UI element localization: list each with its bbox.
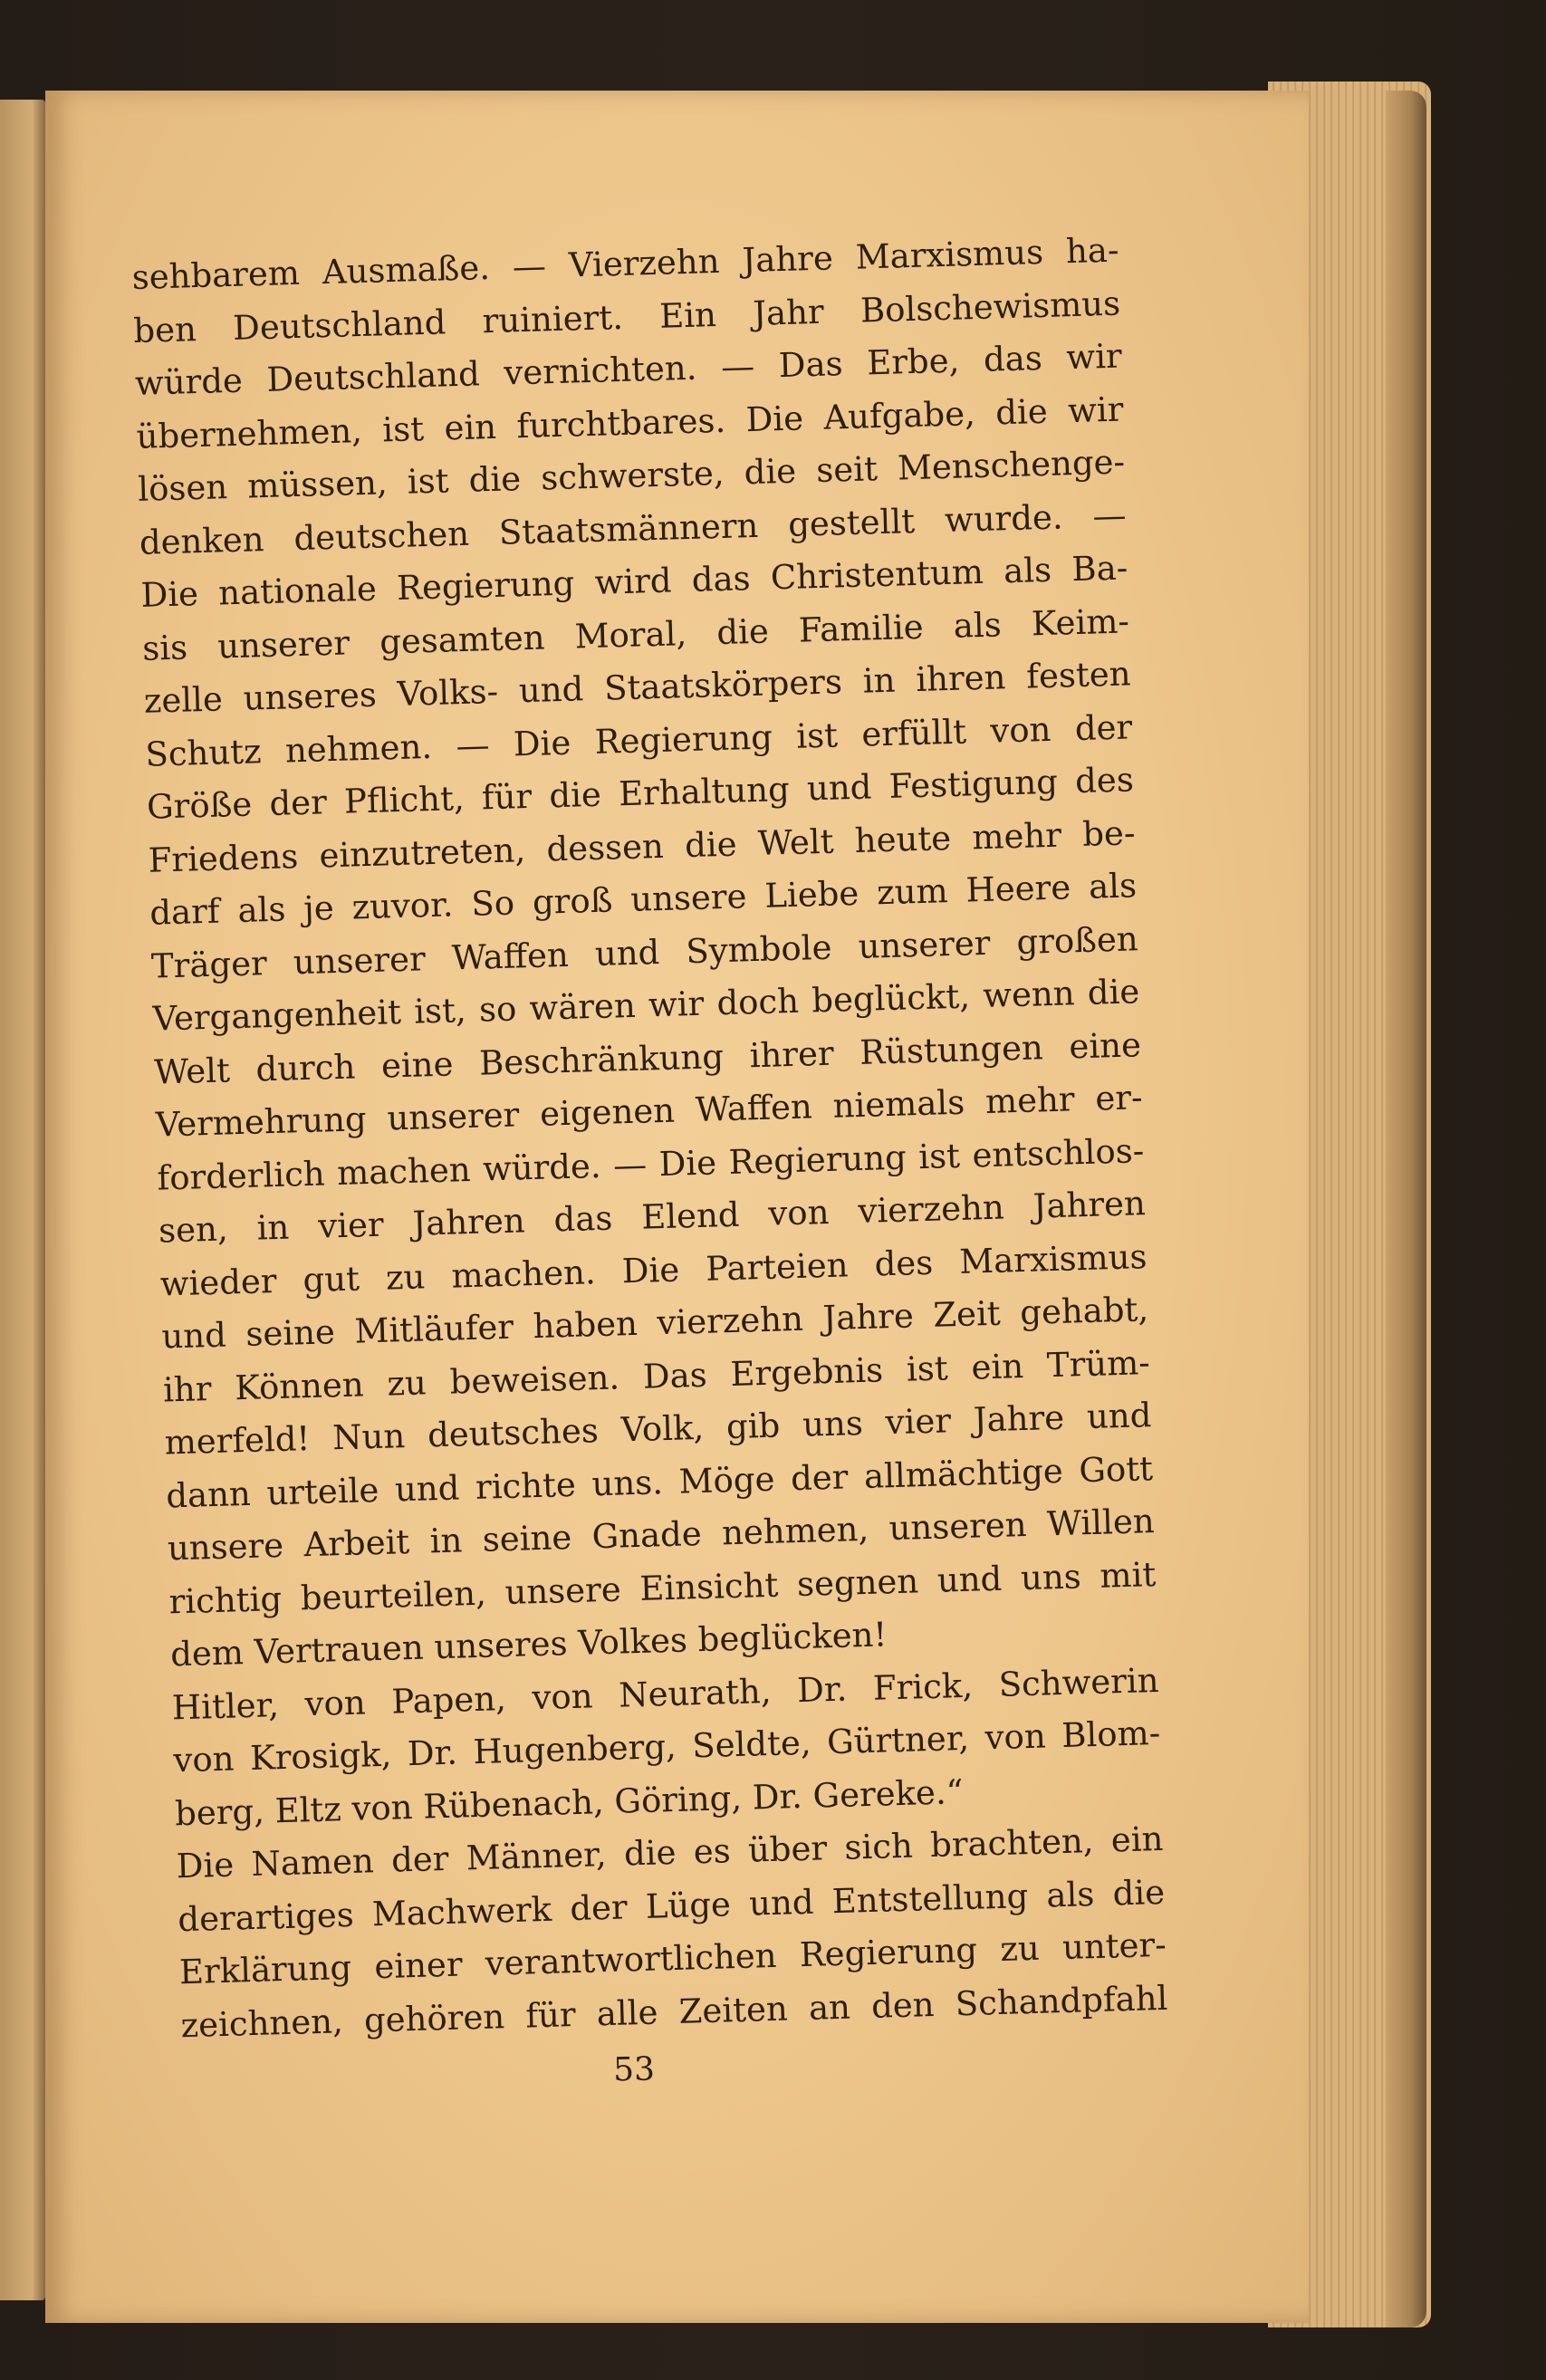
text-line: merfeld! Nun deutsches Volk, gib uns vier Jahre und [164,1396,1152,1463]
signatories-line: Hitler, von Papen, von Neurath, Dr. Frick, Schwerin [171,1660,1160,1727]
text-line: darf als je zuvor. So groß unsere Liebe zum Heere als [149,866,1138,933]
text-line: sehbarem Ausmaße. — Vierzehn Jahre Marxismus ha- [131,230,1119,297]
book-page [45,91,1309,2323]
text-line: Welt durch eine Beschränkung ihrer Rüstungen eine [153,1024,1142,1092]
text-line: Erklärung einer verantwortlichen Regierung zu unter- [178,1924,1167,1992]
text-line: zeichnen, gehören für alle Zeiten an den Schandpfahl [180,1978,1168,2045]
text-line: ben Deutschland ruiniert. Ein Jahr Bolschewismus [132,283,1121,350]
text-line: Die Namen der Männer, die es über sich brachten, ein [176,1819,1164,1886]
text-line: Schutz nehmen. — Die Regierung ist erfüllt von der [144,706,1133,774]
text-line: denken deutschen Staatsmännern gestellt wurde. — [139,494,1128,562]
text-line: Größe der Pflicht, für die Erhaltung und Festigung des [146,760,1135,827]
book-cover-edge [1386,91,1426,2327]
body-text [131,225,1168,2053]
text-line: dem Vertrauen unseres Volkes beglücken! [169,1615,888,1675]
text-line: übernehmen, ist ein furchtbares. Die Aufgabe, die wir [136,389,1124,456]
text-line: wieder gut zu machen. Die Parteien des Marxismus [159,1236,1148,1304]
text-line: Träger unserer Waffen und Symbole unserer großen [150,918,1139,986]
text-line: sen, in vier Jahren das Elend von vierzehn Jahren [158,1184,1147,1251]
text-line: Die nationale Regierung wird das Christentum als Ba- [139,548,1128,615]
text-line: Vergangenheit ist, so wären wir doch beglückt, wenn die [152,972,1140,1039]
text-line: zelle unseres Volks- und Staatskörpers in ihren festen [143,654,1132,721]
text-line: würde Deutschland vernichten. — Das Erbe, das wir [134,336,1123,403]
facing-page-edge [0,100,45,2300]
text-line: Friedens einzutreten, dessen die Welt heute mehr be- [148,812,1136,880]
text-line: und seine Mitläufer haben vierzehn Jahre Zeit gehabt, [160,1290,1149,1357]
text-line: sis unserer gesamten Moral, die Familie als Keim- [141,600,1130,668]
text-line: richtig beurteilen, unsere Einsicht segnen und uns mit [168,1554,1157,1621]
text-line: dann urteile und richte uns. Möge der allmächtige Gott [165,1448,1154,1515]
text-line: ihr Können zu beweisen. Das Ergebnis ist ein Trüm- [162,1342,1151,1410]
text-line: unsere Arbeit in seine Gnade nehmen, unseren Willen [167,1502,1156,1569]
signatories-line: berg, Eltz von Rübenach, Göring, Dr. Gereke.“ [174,1771,965,1833]
page-number: 53 [612,2050,656,2089]
text-line: derartiges Machwerk der Lüge und Entstellung als die [177,1872,1166,1939]
text-line: Vermehrung unserer eigenen Waffen niemals mehr er- [155,1078,1144,1145]
text-line: forderlich machen würde. — Die Regierung ist entschlos- [156,1130,1145,1198]
signatories-line: von Krosigk, Dr. Hugenberg, Seldte, Gürtner, von Blom- [172,1713,1161,1780]
text-line: lösen müssen, ist die schwerste, die seit Menschenge- [137,442,1126,509]
